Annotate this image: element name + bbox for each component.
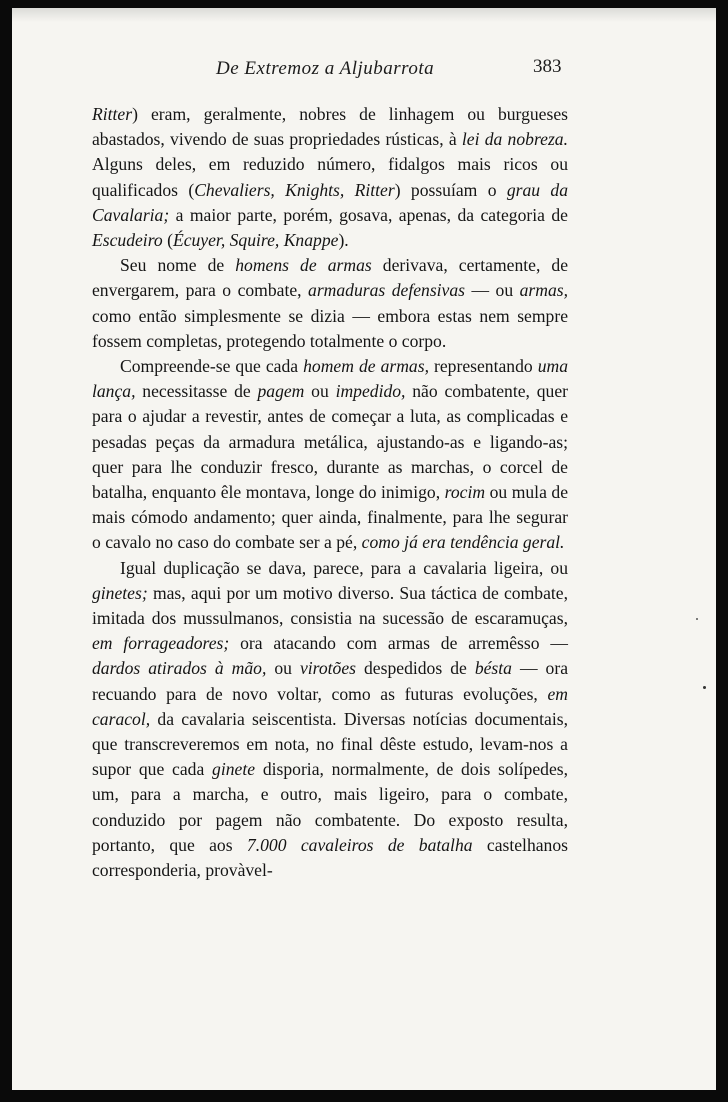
- text-run: derivava, certamente, de envergarem, para o combate,: [92, 255, 569, 301]
- text-run: não combatente, quer para o ajudar a revestir, antes de começar a luta, as complicadas e pesadas peças da armadura metálica, ajustando-as e ligando-as; quer para lhe conduzir fresco, durante as marchas, o corcel de batalha, enquanto êle montava, longe do inimigo,: [92, 381, 568, 503]
- italic-text-run: virotões: [299, 658, 357, 679]
- text-run: — ou: [465, 280, 520, 301]
- text-run: a maior parte, porém, gosava, apenas, da categoria de: [169, 204, 568, 225]
- italic-text-run: ginete: [212, 759, 256, 780]
- text-run: representando: [428, 356, 538, 377]
- text-run: Seu nome de: [120, 255, 236, 276]
- text-run: — ora recuando para de novo voltar, como as futuras evoluções,: [92, 658, 569, 704]
- text-run: ) possuíam o: [394, 179, 507, 200]
- running-header: [12, 58, 716, 88]
- text-run: Alguns deles, em reduzido número, fidalgos mais ricos ou qualificados (: [92, 154, 568, 200]
- italic-text-run: uma lança,: [92, 356, 568, 402]
- italic-text-run: pagem: [257, 381, 305, 402]
- italic-text-run: Ritter: [92, 104, 133, 124]
- text-run: Igual duplicação se dava, parece, para a cavalaria ligeira, ou: [120, 557, 568, 578]
- italic-text-run: como já era tendência geral.: [361, 532, 565, 553]
- italic-text-run: dardos atirados à mão,: [92, 658, 267, 679]
- text-run: ) eram, geralmente, nobres de linhagem ou burgueses abastados, vivendo de suas propriedades rústicas, à: [92, 104, 568, 150]
- italic-text-run: armaduras defensivas: [308, 280, 466, 301]
- italic-text-run: Escudeiro: [92, 230, 163, 251]
- italic-text-run: em caracol,: [92, 683, 568, 729]
- text-run: como então simplesmente se dizia — embora estas nem sempre fossem completas, protegendo totalmente o corpo.: [92, 305, 568, 351]
- text-run: ora atacando com armas de arremêsso —: [229, 633, 568, 654]
- paragraph: [92, 556, 568, 884]
- text-run: ou: [304, 381, 336, 402]
- paragraph: [92, 102, 568, 253]
- italic-text-run: grau da Cavalaria;: [92, 179, 568, 225]
- text-run: castelhanos corresponderia, provàvel-: [92, 834, 568, 881]
- text-run: disporia, normalmente, de dois solípedes, um, para a marcha, e outro, mais ligeiro, para o combate, conduzido por pagem não combatente. Do exposto resulta, portanto, que aos: [92, 759, 569, 855]
- page-number: 383: [533, 56, 562, 77]
- italic-text-run: rocim: [444, 482, 486, 503]
- italic-text-run: impedido,: [335, 381, 406, 402]
- text-run: ).: [338, 230, 349, 251]
- italic-text-run: lei da nobreza.: [461, 129, 568, 150]
- italic-text-run: armas,: [519, 280, 568, 301]
- text-run: (: [162, 230, 173, 251]
- italic-text-run: Écuyer, Squire, Knappe: [172, 230, 339, 251]
- running-title: De Extremoz a Aljubarrota: [216, 58, 435, 79]
- page-top-shadow: [12, 8, 716, 22]
- print-speck: [703, 686, 706, 689]
- text-run: despedidos de: [356, 658, 475, 679]
- paragraph: [92, 354, 568, 556]
- book-page: [12, 8, 716, 1090]
- italic-text-run: 7.000 cavaleiros de batalha: [246, 834, 473, 855]
- italic-text-run: em forrageadores;: [92, 633, 230, 654]
- body-text: [92, 102, 568, 883]
- text-run: ou mula de mais cómodo andamento; quer ainda, finalmente, para lhe segurar o cavalo no caso do combate ser a pé,: [92, 482, 569, 553]
- text-run: Compreende-se que cada: [120, 356, 304, 377]
- paragraph: [92, 253, 568, 354]
- italic-text-run: bésta: [474, 658, 512, 679]
- text-run: da cavalaria seiscentista. Diversas notícias documentais, que transcreveremos em nota, no final dêste estudo, levam-nos a supor que cada: [92, 708, 568, 780]
- text-run: necessitasse de: [135, 381, 258, 402]
- text-run: mas, aqui por um motivo diverso. Sua táctica de combate, imitada dos mussulmanos, consistia na sucessão de escaramuças,: [92, 582, 568, 629]
- print-speck: [696, 618, 698, 620]
- text-run: ou: [266, 658, 300, 679]
- italic-text-run: Chevaliers, Knights, Ritter: [194, 179, 395, 200]
- italic-text-run: homem de armas,: [303, 356, 429, 377]
- italic-text-run: homens de armas: [235, 255, 372, 276]
- italic-text-run: ginetes;: [92, 582, 148, 603]
